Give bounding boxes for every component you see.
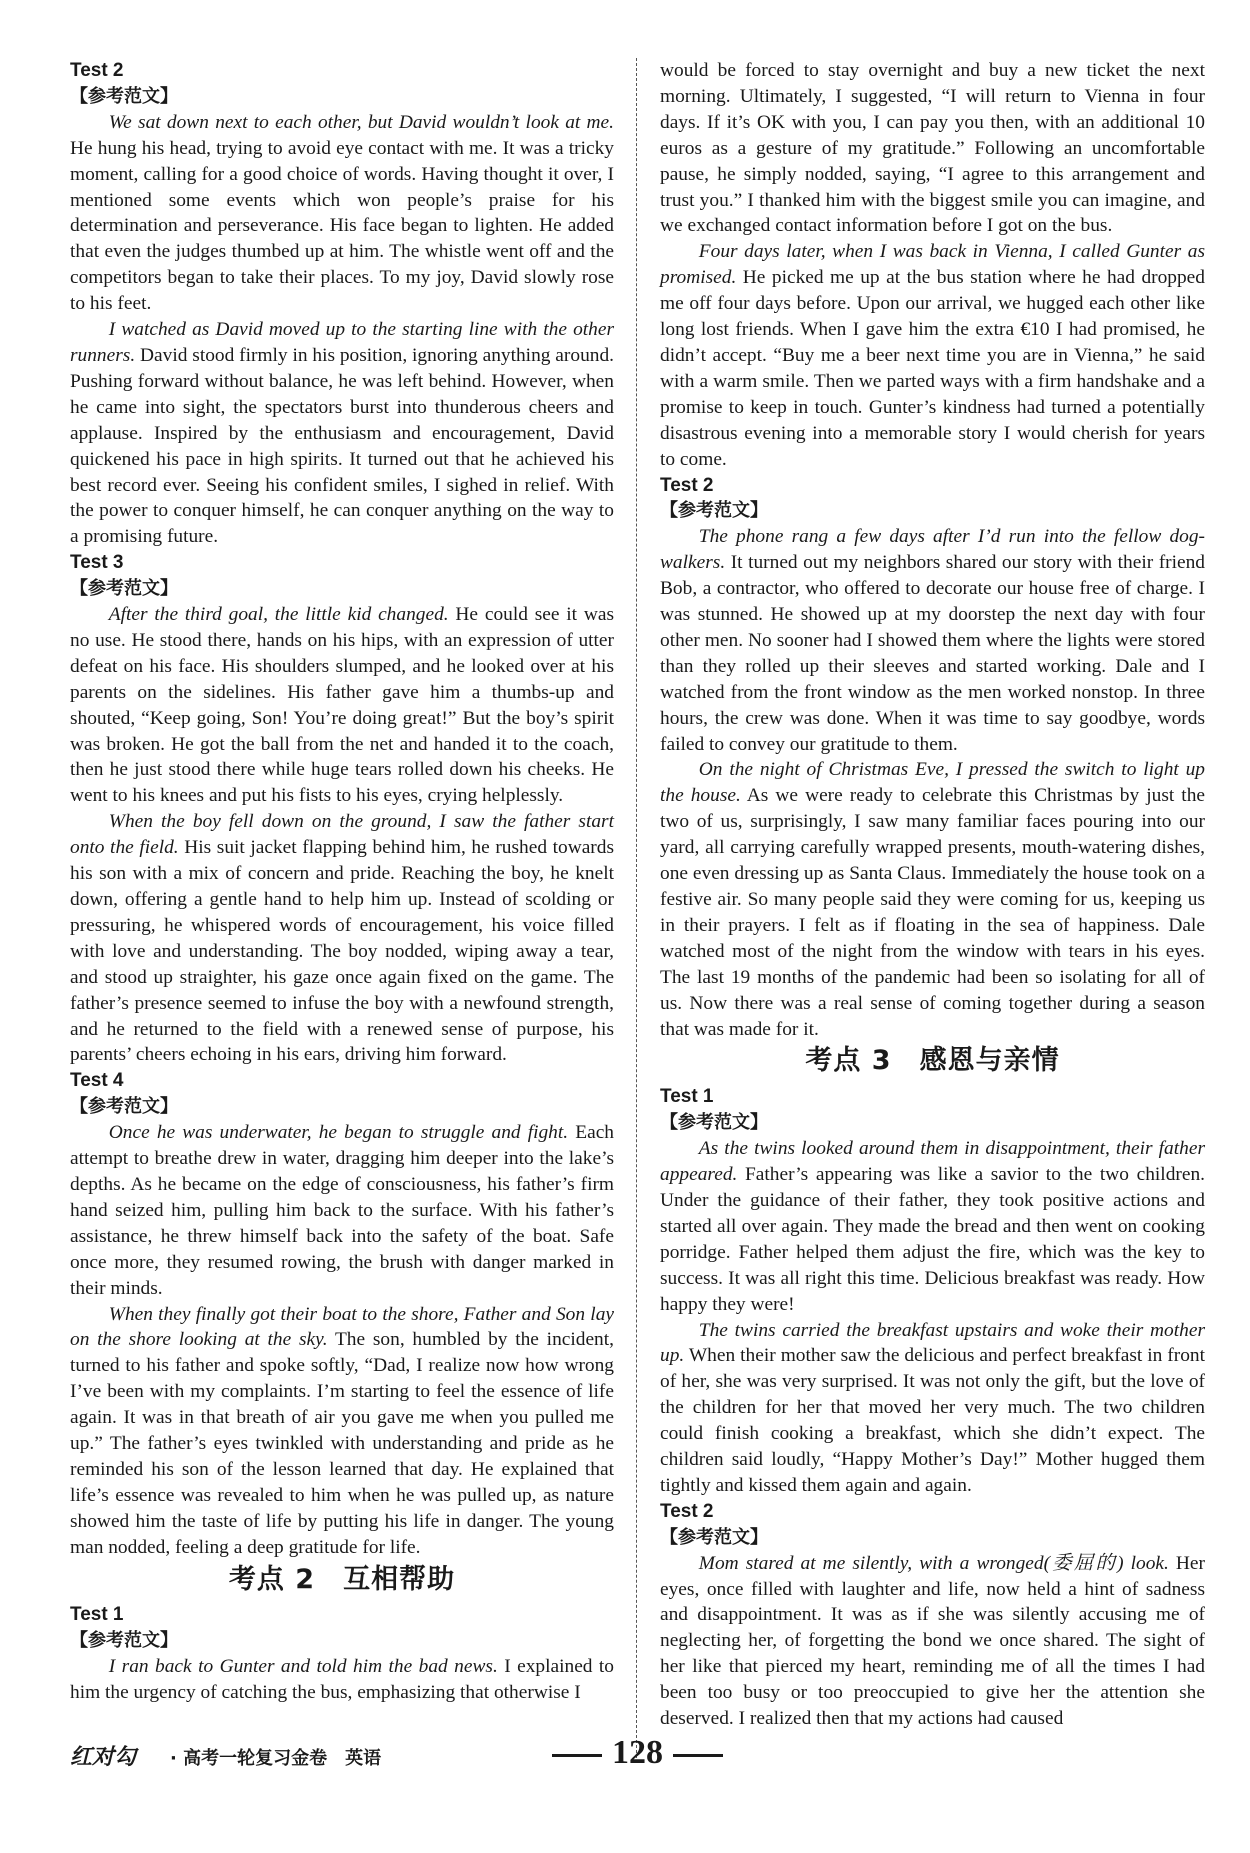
test-heading: Test 2 bbox=[660, 1500, 714, 1522]
test-heading: Test 3 bbox=[70, 552, 124, 574]
paragraph-lead: When the boy fell down on the ground, I saw the father start onto the field. bbox=[70, 811, 614, 859]
paragraph-lead: When they finally got their boat to the shore, Father and Son lay on the shore looking at the sky. bbox=[70, 1303, 614, 1351]
paragraph-lead: Mom stared at me silently, with a wronged(委屈的) look. bbox=[698, 1552, 1169, 1574]
paragraph-body: He could see it was no use. He stood there, hands on his hips, with an expression of utter defeat on his face. His shoulders slumped, and he looked over at his parents on the sidelines. His father gave him a thumbs-up and shouted, “Keep going, Son! You’re doing great!” But the boy’s spirit was broken. He got the ball from the net and handed it to the coach, then he just stood there while huge tears rolled down his cheeks. He went to his knees and put his fists to his eyes, crying helplessly. bbox=[70, 604, 614, 807]
paragraph bbox=[70, 1654, 614, 1706]
paragraph-lead: As the twins looked around them in disappointment, their father appeared. bbox=[660, 1138, 1205, 1186]
paragraph bbox=[70, 110, 614, 317]
paragraph-lead: Once he was underwater, he began to struggle and fight. bbox=[108, 1122, 569, 1144]
paragraph-body: Each attempt to breathe drew in water, dragging him deeper into the lake’s depths. As he became on the edge of consciousness, his father’s firm hand seized him, pulling him back to the surface. With his father’s assistance, he threw himself back into the safety of the boat. Safe once more, they resumed rowing, the brush with danger marked in their minds. bbox=[70, 1122, 614, 1299]
page-number-wrap bbox=[70, 1734, 1205, 1772]
paragraph-body: I explained to him the urgency of catching the bus, emphasizing that otherwise I bbox=[70, 1656, 615, 1704]
reference-label: 【参考范文】 bbox=[70, 1096, 178, 1118]
test-heading: Test 2 bbox=[70, 60, 124, 81]
reference-label: 【参考范文】 bbox=[70, 578, 178, 600]
brand-logo: 红对勾 bbox=[70, 1745, 137, 1770]
paragraph-lead: We sat down next to each other, but David wouldn’t look at me. bbox=[108, 111, 614, 133]
paragraph-lead: The phone rang a few days after I’d run into the fellow dog-walkers. bbox=[660, 526, 1205, 574]
paragraph bbox=[70, 602, 614, 809]
paragraph-lead: Four days later, when I was back in Vienna, I called Gunter as promised. bbox=[660, 241, 1205, 289]
reference-label: 【参考范文】 bbox=[660, 500, 768, 522]
page-number-dash bbox=[552, 1754, 602, 1757]
test-heading: Test 1 bbox=[70, 1604, 124, 1626]
section-heading: 考点 3 感恩与亲情 bbox=[805, 1045, 1060, 1077]
paragraph-body: Father’s appearing was like a savior to the two children. Under the guidance of their father, they took positive actions and started all over again. They made the bread and then went on cooking porridge. Father helped them adjust the fire, which was the key to success. It was all right this time. Delicious breakfast was ready. How happy they were! bbox=[660, 1164, 1205, 1315]
paragraph bbox=[660, 1551, 1205, 1732]
test-heading: Test 1 bbox=[660, 1086, 714, 1108]
paragraph bbox=[70, 317, 614, 550]
reference-label: 【参考范文】 bbox=[660, 1112, 768, 1134]
paragraph-lead: The twins carried the breakfast upstairs and woke their mother up. bbox=[660, 1319, 1205, 1367]
book-title: · 高考一轮复习金卷 英语 bbox=[170, 1748, 382, 1769]
reference-label: 【参考范文】 bbox=[660, 1526, 768, 1548]
paragraph-body: Her eyes, once filled with laughter and life, now held a hint of sadness and disappointment. It was as if she was silently accusing me of neglecting her, of forgetting the bond we once shared. The sight of her like that pierced my heart, reminding me of all the times I had been too busy or too preoccupied to give her the attention she deserved. I realized then that my actions had caused bbox=[660, 1552, 1205, 1730]
paragraph bbox=[660, 524, 1205, 757]
paragraph bbox=[70, 809, 614, 1068]
left-column bbox=[70, 58, 614, 1706]
paragraph-body: The son, humbled by the incident, turned to his father and spoke softly, “Dad, I realize now how wrong I’ve been with my complaints. I’m starting to feel the essence of life again. It was in that breath of air you gave me when you pulled me up.” The father’s eyes twinkled with understanding and pride as he reminded his son of the lesson learned that day. He explained that life’s essence was revealed to him when he was pulled up, as nature showed him the taste of life by putting his life in danger. The young man nodded, feeling a deep gratitude for life. bbox=[70, 1329, 614, 1558]
page-footer bbox=[70, 1730, 1205, 1780]
section-heading: 考点 2 互相帮助 bbox=[228, 1563, 456, 1595]
paragraph-continued: would be forced to stay overnight and buy a new ticket the next morning. Ultimately, I suggested, “I will return to Vienna in four days. If it’s OK with you, I can pay you then, with an additional 10 euros as a gesture of my gratitude.” Following an uncomfortable pause, he simply nodded, saying, “I agree to this arrangement and trust you.” I thanked him with the biggest smile you can imagine, and we exchanged contact information before I got on the bus. bbox=[660, 60, 1205, 237]
paragraph bbox=[70, 1302, 614, 1561]
paragraph bbox=[70, 1120, 614, 1301]
paragraph bbox=[660, 757, 1205, 1042]
paragraph-body: He hung his head, trying to avoid eye contact with me. It was a tricky moment, calling for a good choice of words. Having thought it over, I mentioned some events which won people’s praise for his determination and perseverance. His face began to lighten. He added that even the judges thumbed up at him. The whistle went off and the competitors began to take their places. To my joy, David slowly rose to his feet. bbox=[70, 137, 614, 315]
page-number: 128 bbox=[612, 1734, 663, 1771]
right-column bbox=[660, 58, 1205, 1732]
reference-label: 【参考范文】 bbox=[70, 85, 178, 107]
paragraph-body: His suit jacket flapping behind him, he rushed towards his son with a mix of concern and pride. Reaching the boy, he knelt down, offering a gentle hand to help him up. Instead of scolding or pressuring, he whispered words of encouragement, his voice filled with love and understanding. The boy nodded, wiping away a tear, and stood up straighter, his gaze once again fixed on the game. The father’s presence seemed to infuse the boy with a newfound strength, and he returned to the field with a renewed sense of purpose, his parents’ cheers echoing in his ears, driving him forward. bbox=[70, 837, 614, 1066]
page-number-dash bbox=[673, 1754, 723, 1757]
paragraph-body: David stood firmly in his position, ignoring anything around. Pushing forward without balance, he was left behind. However, when he came into sight, the spectators burst into thunderous cheers and applause. Inspired by the enthusiasm and encouragement, David quickened his pace in high spirits. It turned out that he achieved his best record ever. Seeing his confident smiles, I sighed in relief. With the power to conquer himself, he can conquer anything on the way to a promising future. bbox=[70, 344, 614, 548]
paragraph bbox=[660, 239, 1205, 472]
paragraph-lead: On the night of Christmas Eve, I pressed the switch to light up the house. bbox=[660, 759, 1205, 807]
paragraph-body: He picked me up at the bus station where he had dropped me off four days before. Upon our arrival, we hugged each other like long lost friends. When I gave him the extra €10 I had promised, he didn’t accept. “Buy me a beer next time you are in Vienna,” he said with a warm smile. Then we parted ways with a firm handshake and a promise to keep in touch. Gunter’s kindness had turned a potentially disastrous evening into a memorable story I would cherish for years to come. bbox=[660, 267, 1205, 470]
paragraph bbox=[660, 1136, 1205, 1317]
test-heading: Test 2 bbox=[660, 474, 714, 496]
paragraph-lead: After the third goal, the little kid changed. bbox=[108, 604, 449, 626]
paragraph-body: It turned out my neighbors shared our story with their friend Bob, a contractor, who offered to decorate our house free of charge. I was stunned. He showed up at my doorstep the next day with four other men. No sooner had I showed them where the lights were stored than they rolled up their sleeves and started working. Dale and I watched from the front window as the men worked nonstop. In three hours, the crew was done. When it was time to say goodbye, words failed to convey our gratitude to them. bbox=[660, 552, 1205, 755]
paragraph-body: When their mother saw the delicious and perfect breakfast in front of her, she was very surprised. It was not only the gift, but the love of the children for her that moved her very much. The two children could finish cooking a breakfast, which she didn’t expect. The children said loudly, “Happy Mother’s Day!” Mother hugged them tightly and kissed them again and again. bbox=[660, 1345, 1205, 1496]
paragraph-body: As we were ready to celebrate this Christmas by just the two of us, surprisingly, I saw many familiar faces pouring into our yard, all carrying carefully wrapped presents, mouth-watering dishes, one even dressing up as Santa Claus. Immediately the house took on a festive air. So many people said they were coming for us, keeping us in their prayers. I felt as if floating in the sea of happiness. Dale watched most of the night from the window with tears in his eyes. The last 19 months of the pandemic had been so isolating for all of us. Now there was a real sense of coming together during a season that was made for it. bbox=[660, 785, 1205, 1040]
paragraph bbox=[660, 1318, 1205, 1499]
test-heading: Test 4 bbox=[70, 1070, 124, 1092]
column-divider bbox=[636, 58, 637, 1758]
paragraph-lead: I ran back to Gunter and told him the bad news. bbox=[108, 1656, 498, 1678]
reference-label: 【参考范文】 bbox=[70, 1630, 178, 1652]
paragraph-lead: I watched as David moved up to the starting line with the other runners. bbox=[70, 319, 614, 366]
